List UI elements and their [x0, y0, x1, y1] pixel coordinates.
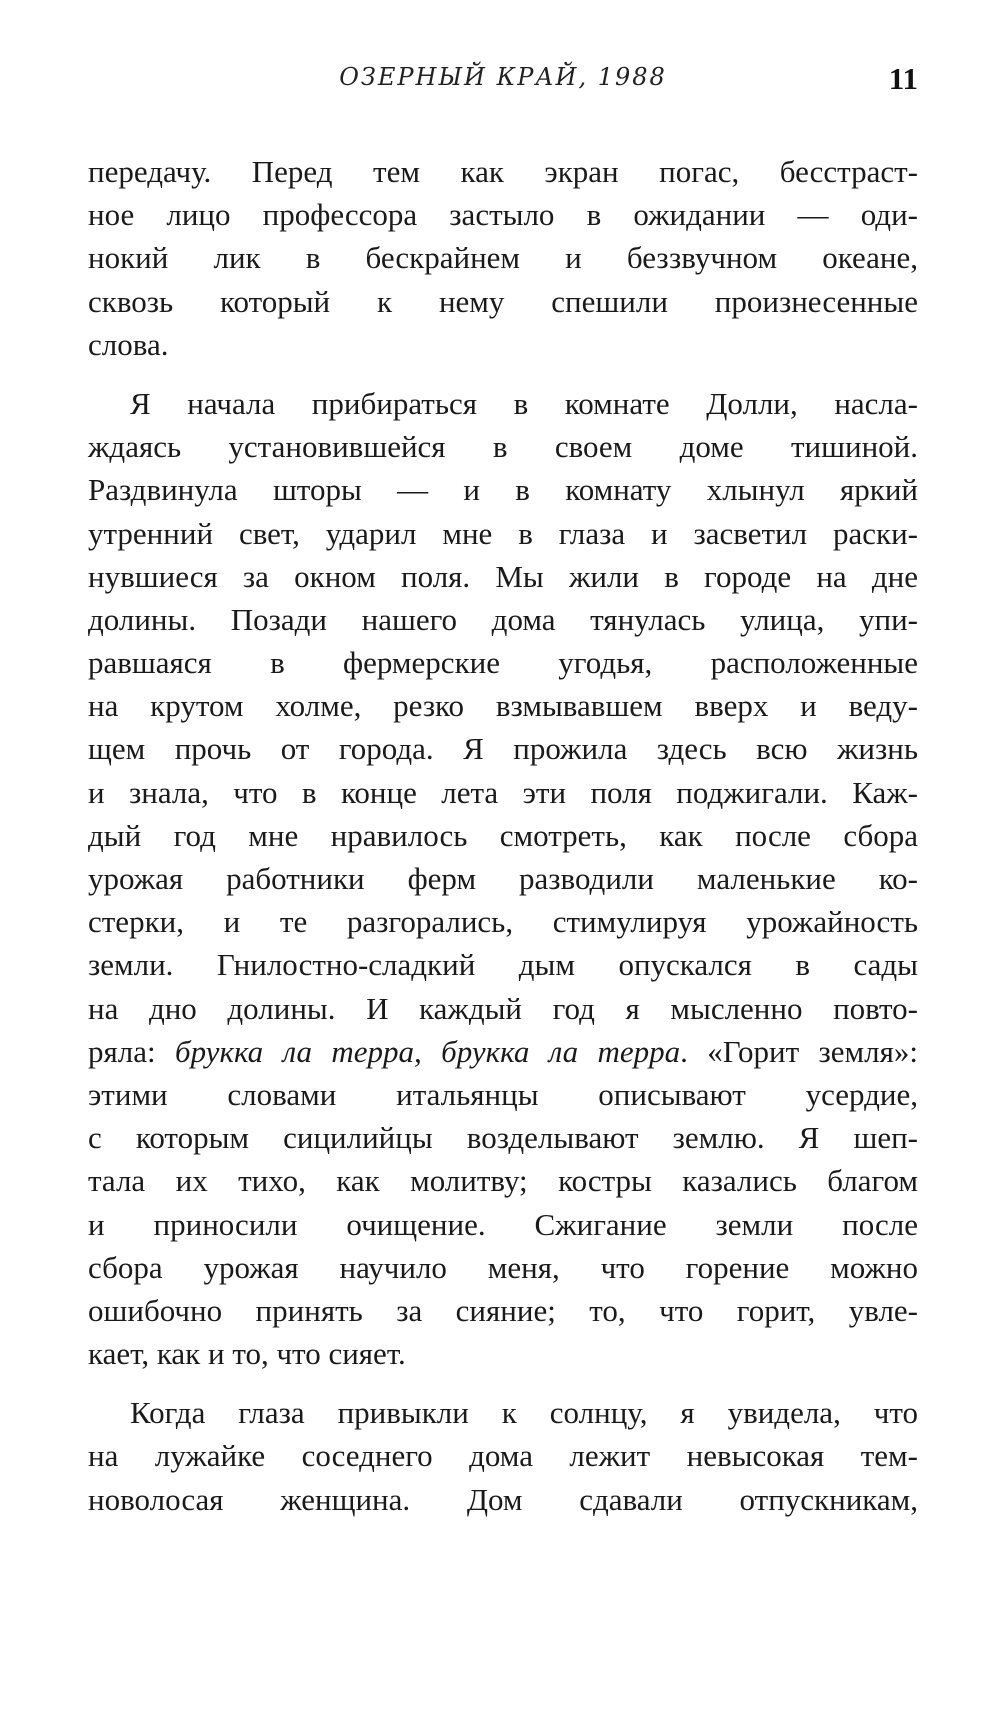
text-line: долины. Позади нашего дома тянулась улица, упи-: [88, 601, 918, 637]
text-line: передачу. Перед тем как экран погас, бесстраст-: [88, 154, 918, 189]
text-line: с которым сицилийцы возделывают землю. Я шеп-: [88, 1120, 918, 1156]
text-line: щем прочь от города. Я прожила здесь всю жизнь: [88, 731, 918, 767]
text-line: равшаяся в фермерские угодья, расположенные: [88, 645, 918, 681]
text-line: Раздвинула шторы — и в комнату хлынул яркий: [88, 472, 918, 508]
running-head: [88, 63, 918, 103]
text-line: на лужайке соседнего дома лежит невысокая тем-: [88, 1438, 918, 1474]
paragraph-2: [88, 382, 918, 1375]
text-body: [88, 150, 918, 1521]
text-line: и знала, что в конце лета эти поля поджигали. Каж-: [88, 774, 918, 810]
page-number: 11: [888, 61, 918, 96]
text-line: ждаясь установившейся в своем доме тишиной.: [88, 429, 918, 465]
text-line: и приносили очищение. Сжигание земли после: [88, 1206, 918, 1242]
text-line: на дно долины. И каждый год я мысленно повто-: [88, 990, 918, 1026]
paragraph-3: [88, 1391, 918, 1521]
text-line: ошибочно принять за сияние; то, что горит, увле-: [88, 1292, 918, 1328]
paragraph-gap: [88, 366, 918, 382]
text-line: тала их тихо, как молитву; костры казались благом: [88, 1163, 918, 1199]
text-line: ное лицо профессора застыло в ожидании — оди-: [88, 197, 918, 233]
paragraph-1: [88, 150, 918, 366]
text-line: урожая работники ферм разводили маленькие ко-: [88, 861, 918, 896]
paragraph-gap: [88, 1375, 918, 1391]
text-line: слова.: [88, 326, 169, 362]
text-line-italic: [88, 1030, 918, 1073]
text-line: Когда глаза привыкли к солнцу, я увидела, что: [130, 1395, 918, 1431]
text-line: этими словами итальянцы описывают усердие,: [88, 1076, 918, 1112]
text-line: стерки, и те разгорались, стимулируя урожайность: [88, 904, 918, 940]
text-line: Я начала прибираться в комнате Долли, насла-: [130, 385, 918, 421]
text-line: земли. Гнилостно-сладкий дым опускался в сады: [88, 947, 918, 983]
text-line: на крутом холме, резко взмывавшем вверх и веду-: [88, 688, 918, 724]
text-line: дый год мне нравилось смотреть, как после сбора: [88, 817, 918, 853]
italic-line-prefix: ряла:: [88, 1033, 175, 1069]
text-line: сквозь который к нему спешили произнесенные: [88, 283, 918, 319]
text-line: кает, как и то, что сияет.: [88, 1336, 406, 1372]
text-line: утренний свет, ударил мне в глаза и засветил раски-: [88, 515, 918, 551]
text-line: нокий лик в бескрайнем и беззвучном океане,: [88, 240, 918, 276]
text-line: новолосая женщина. Дом сдавали отпускникам,: [88, 1481, 918, 1517]
italic-phrase: брукка ла терра, брукка ла терра: [175, 1033, 681, 1069]
text-line: сбора урожая научило меня, что горение можно: [88, 1249, 918, 1285]
text-line: нувшиеся за окном поля. Мы жили в городе на дне: [88, 558, 918, 594]
italic-line-suffix: . «Горит земля»:: [680, 1033, 918, 1069]
running-title: ОЗЕРНЫЙ КРАЙ, 1988: [339, 63, 667, 91]
